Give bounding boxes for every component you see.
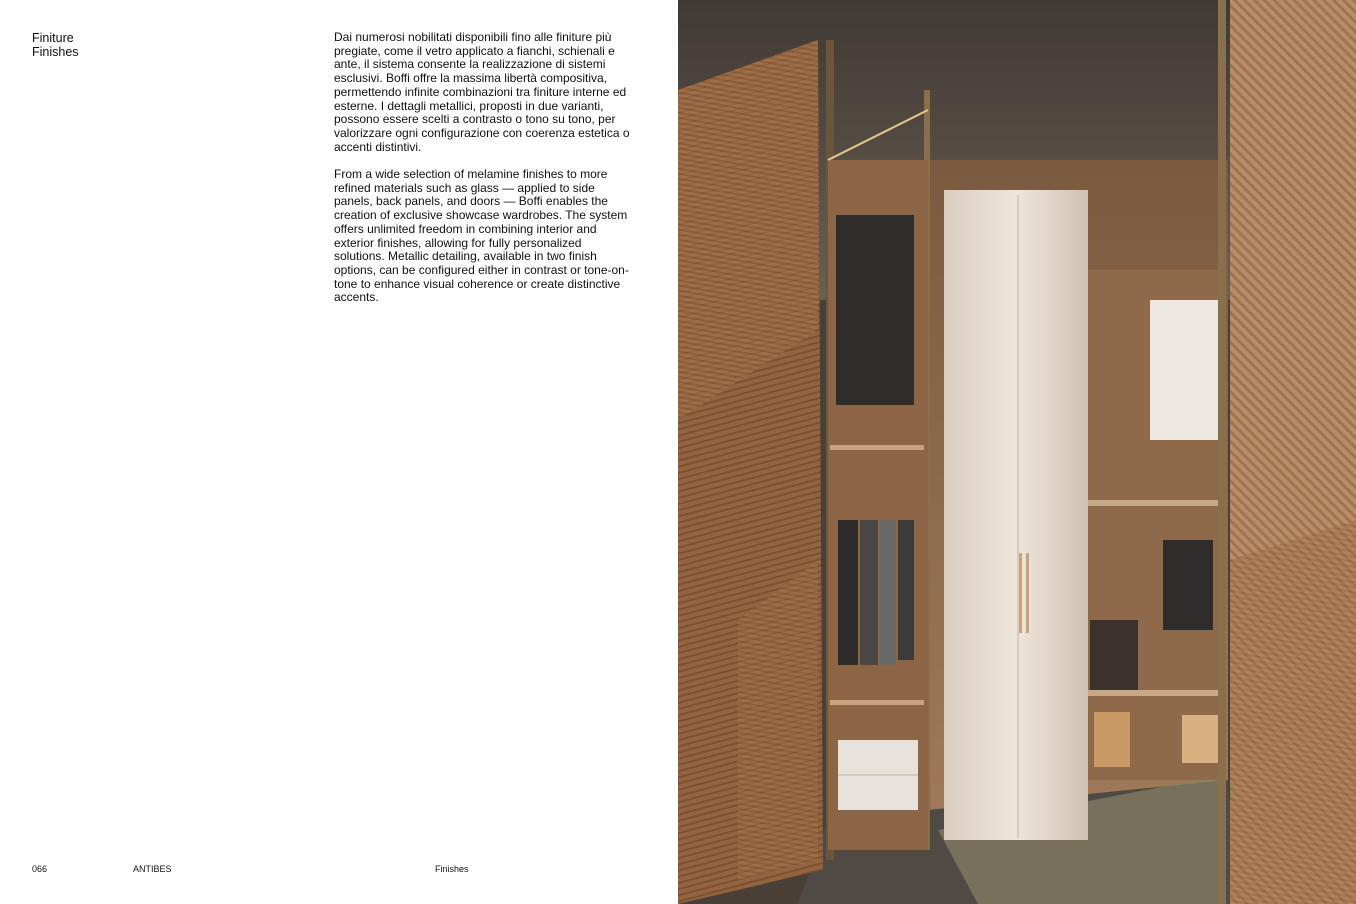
wardrobe-photo (678, 0, 1356, 904)
paragraph-italian: Dai numerosi nobilitati disponibili fino alle finiture più pregiate, come il vetro applicato a fianchi, schienali e ante, il sistema consente la realizzazione di sistemi esclusivi. Boffi offre la massima libertà compositiva, permettendo infinite combinazioni tra finiture interne ed esterne. I dettagli metallici, proposti in due varianti, possono essere scelti a contrasto o tono su tono, per valorizzare ogni configurazione con coerenza estetica o accenti distintivi. (334, 30, 630, 154)
heading-english: Finishes (32, 45, 79, 59)
heading-italian: Finiture (32, 31, 74, 45)
section-heading (32, 31, 79, 59)
section-label: Finishes (435, 864, 469, 874)
paragraph-english: From a wide selection of melamine finishes to more refined materials such as glass — applied to side panels, back panels, and doors — Boffi enables the creation of exclusive showcase wardrobes. The system offers unlimited freedom in combining interior and exterior finishes, allowing for fully personalized solutions. Metallic detailing, available in two finish options, can be configured either in contrast or tone-on-tone to enhance visual coherence or create distinctive accents. (334, 167, 629, 305)
page-number: 066 (32, 864, 48, 874)
body-text (334, 31, 634, 319)
collection-name: ANTIBES (133, 864, 172, 874)
